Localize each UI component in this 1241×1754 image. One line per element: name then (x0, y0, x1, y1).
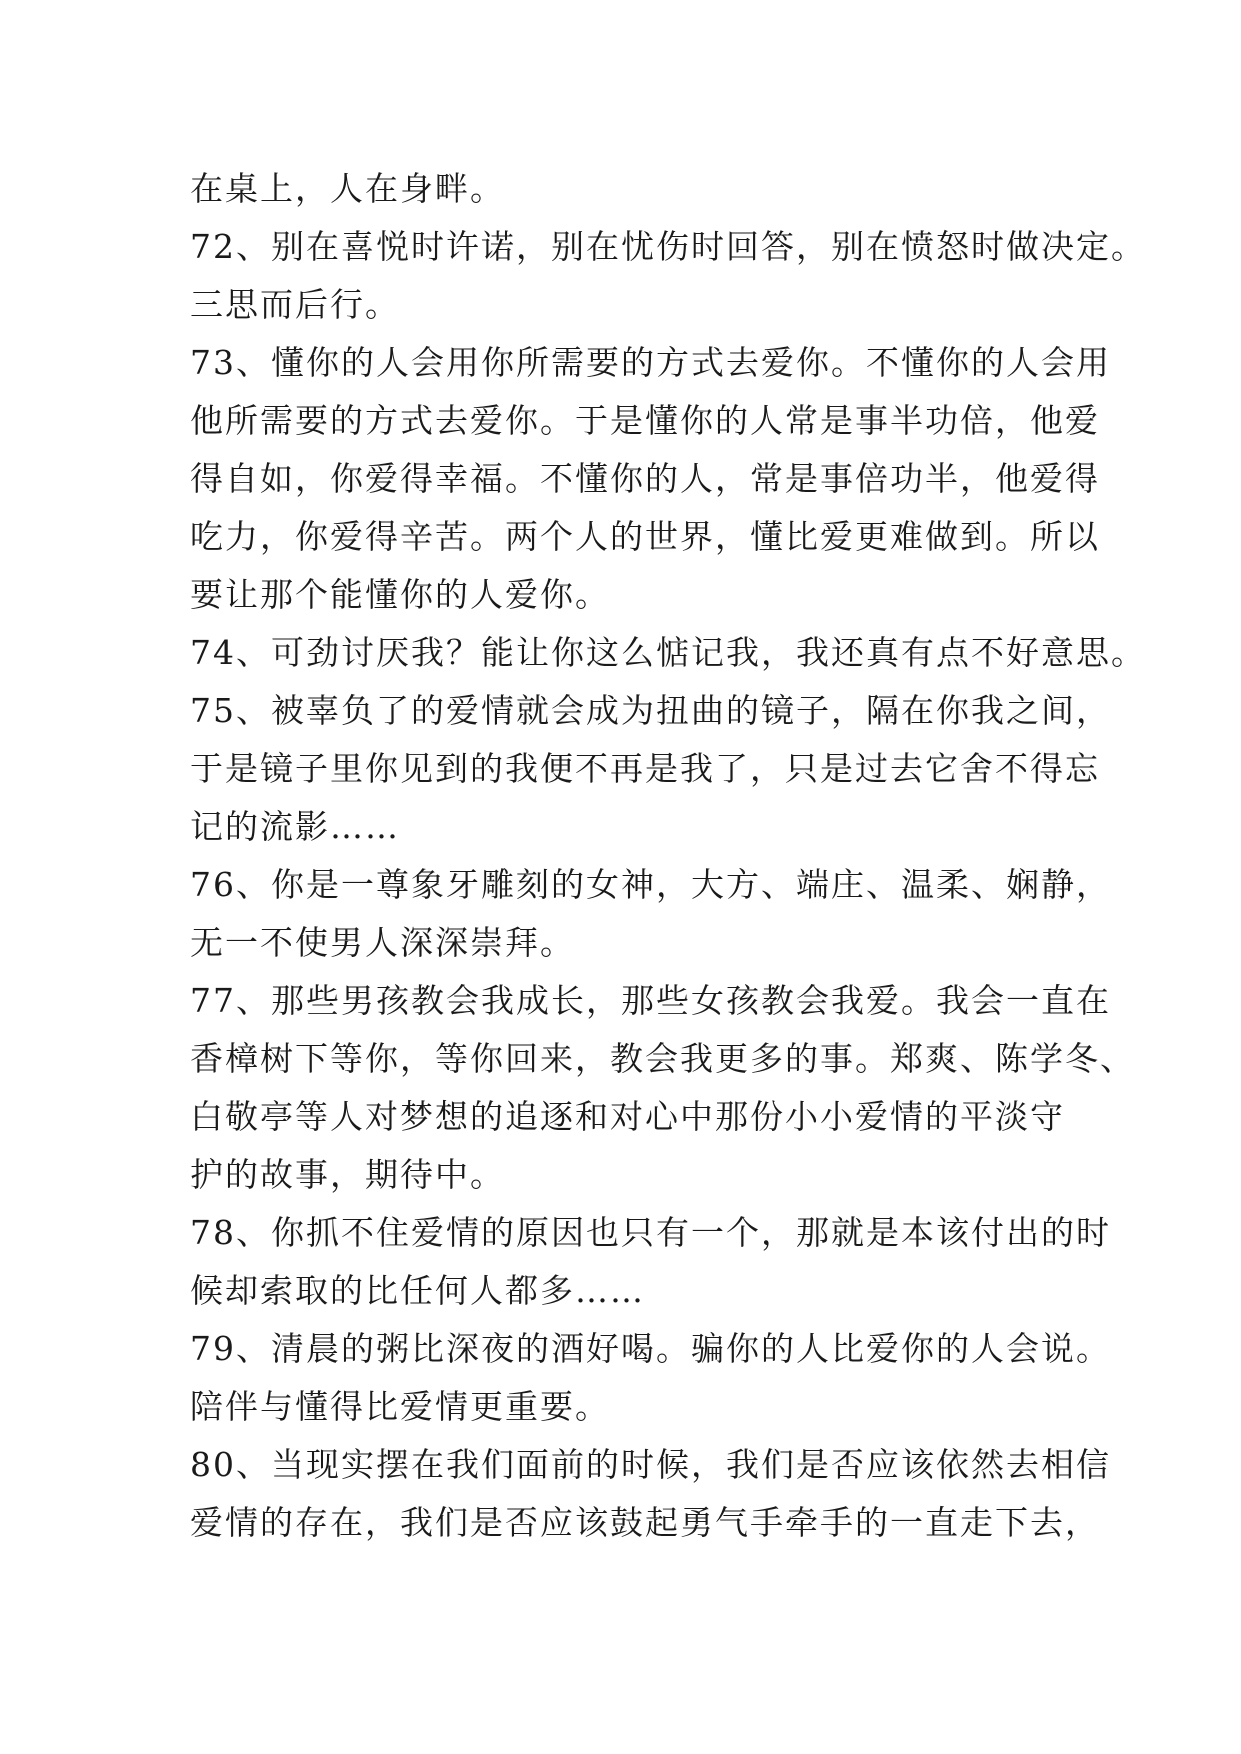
text-line: 得自如，你爱得幸福。不懂你的人，常是事倍功半，他爱得 (190, 459, 1100, 498)
text-line: 79、清晨的粥比深夜的酒好喝。骗你的人比爱你的人会说。 (190, 1329, 1111, 1368)
text-line: 记的流影…… (190, 807, 400, 846)
text-line: 三思而后行。 (190, 285, 400, 324)
text-line: 75、被辜负了的爱情就会成为扭曲的镜子，隔在你我之间， (190, 691, 1111, 730)
text-line: 78、你抓不住爱情的原因也只有一个，那就是本该付出的时 (190, 1213, 1111, 1252)
text-line: 香樟树下等你，等你回来，教会我更多的事。郑爽、陈学冬、 (190, 1039, 1135, 1078)
text-line: 72、别在喜悦时许诺，别在忧伤时回答，别在愤怒时做决定。 (190, 227, 1146, 266)
text-line: 他所需要的方式去爱你。于是懂你的人常是事半功倍，他爱 (190, 401, 1100, 440)
text-line: 于是镜子里你见到的我便不再是我了，只是过去它舍不得忘 (190, 749, 1100, 788)
text-line: 要让那个能懂你的人爱你。 (190, 575, 610, 614)
text-line: 在桌上，人在身畔。 (190, 169, 505, 208)
text-line: 74、可劲讨厌我？能让你这么惦记我，我还真有点不好意思。 (190, 633, 1146, 672)
text-line: 73、懂你的人会用你所需要的方式去爱你。不懂你的人会用 (190, 343, 1111, 382)
text-line: 候却索取的比任何人都多…… (190, 1271, 645, 1310)
document-body (190, 160, 1146, 1552)
text-line: 护的故事，期待中。 (190, 1155, 505, 1194)
text-line: 80、当现实摆在我们面前的时候，我们是否应该依然去相信 (190, 1445, 1111, 1484)
text-line: 白敬亭等人对梦想的追逐和对心中那份小小爱情的平淡守 (190, 1097, 1065, 1136)
text-line: 76、你是一尊象牙雕刻的女神，大方、端庄、温柔、娴静， (190, 865, 1111, 904)
text-line: 陪伴与懂得比爱情更重要。 (190, 1387, 610, 1426)
text-line: 无一不使男人深深崇拜。 (190, 923, 575, 962)
text-line: 爱情的存在，我们是否应该鼓起勇气手牵手的一直走下去， (190, 1503, 1100, 1542)
text-line: 77、那些男孩教会我成长，那些女孩教会我爱。我会一直在 (190, 981, 1111, 1020)
text-line: 吃力，你爱得辛苦。两个人的世界，懂比爱更难做到。所以 (190, 517, 1100, 556)
